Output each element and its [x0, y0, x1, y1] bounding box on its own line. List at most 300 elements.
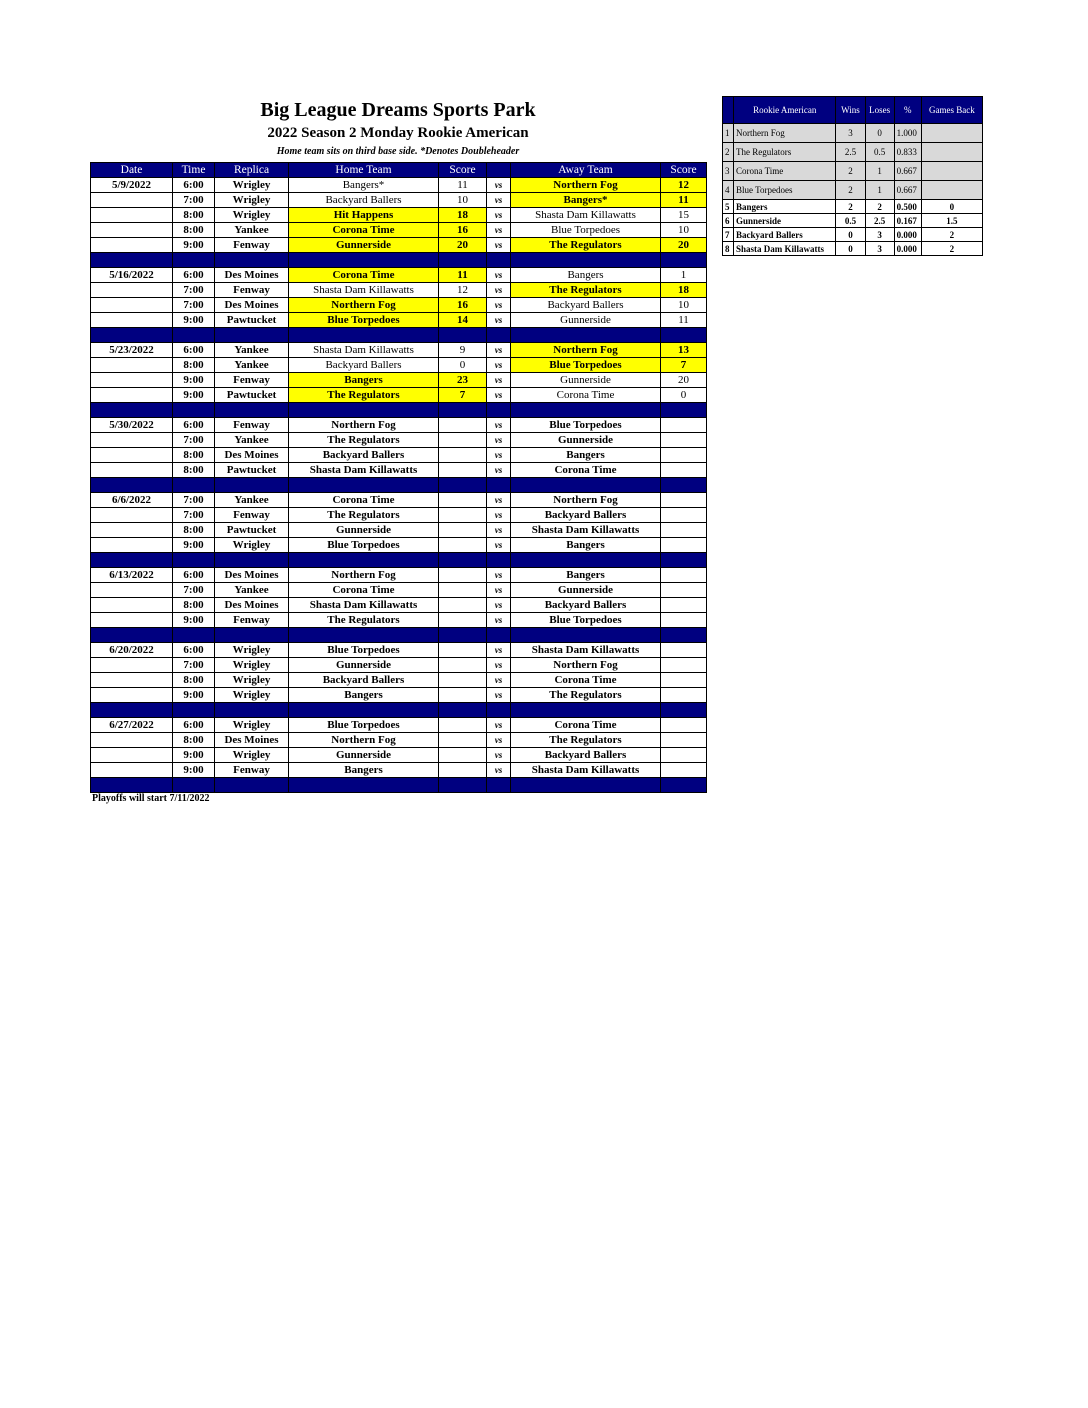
- away-team: Blue Torpedoes: [511, 358, 661, 373]
- game-field: Wrigley: [215, 643, 289, 658]
- vs-label: vs: [487, 658, 511, 673]
- away-score: 7: [661, 358, 707, 373]
- schedule-table: [90, 162, 707, 793]
- home-team: Shasta Dam Killawatts: [289, 598, 439, 613]
- away-score: 13: [661, 343, 707, 358]
- separator-cell: [91, 703, 173, 718]
- separator-cell: [511, 478, 661, 493]
- schedule-body: [91, 178, 707, 793]
- standings-wins: 2: [836, 181, 865, 200]
- separator-cell: [173, 478, 215, 493]
- game-field: Yankee: [215, 583, 289, 598]
- standings-team: Corona Time: [734, 162, 836, 181]
- away-team: Gunnerside: [511, 313, 661, 328]
- away-team: Backyard Ballers: [511, 598, 661, 613]
- away-score: [661, 523, 707, 538]
- week-separator: [91, 628, 707, 643]
- game-date: [91, 673, 173, 688]
- game-row: [91, 658, 707, 673]
- standings-team: Backyard Ballers: [734, 228, 836, 242]
- home-team: Shasta Dam Killawatts: [289, 343, 439, 358]
- away-team: Backyard Ballers: [511, 508, 661, 523]
- separator-cell: [173, 403, 215, 418]
- vs-label: vs: [487, 598, 511, 613]
- home-score: 14: [439, 313, 487, 328]
- vs-label: vs: [487, 733, 511, 748]
- game-field: Wrigley: [215, 688, 289, 703]
- separator-cell: [289, 403, 439, 418]
- away-score: [661, 493, 707, 508]
- home-score: [439, 718, 487, 733]
- standings-row: [723, 242, 983, 256]
- game-field: Des Moines: [215, 568, 289, 583]
- vs-label: vs: [487, 238, 511, 253]
- separator-cell: [511, 403, 661, 418]
- col-away-score-header: Score: [661, 163, 707, 178]
- vs-label: vs: [487, 583, 511, 598]
- game-field: Wrigley: [215, 538, 289, 553]
- game-row: [91, 208, 707, 223]
- separator-cell: [661, 553, 707, 568]
- game-date: [91, 193, 173, 208]
- separator-cell: [289, 628, 439, 643]
- game-row: [91, 748, 707, 763]
- standings-body: [723, 124, 983, 256]
- game-row: [91, 508, 707, 523]
- game-time: 9:00: [173, 538, 215, 553]
- game-date: [91, 658, 173, 673]
- away-score: [661, 418, 707, 433]
- away-team: Corona Time: [511, 718, 661, 733]
- away-team: Bangers: [511, 448, 661, 463]
- away-score: [661, 688, 707, 703]
- home-team: Bangers*: [289, 178, 439, 193]
- standings-loses: 2: [865, 200, 894, 214]
- vs-label: vs: [487, 613, 511, 628]
- game-row: [91, 493, 707, 508]
- home-score: 18: [439, 208, 487, 223]
- standings-table: [722, 96, 983, 256]
- standings-pct: 0.167: [894, 214, 921, 228]
- separator-cell: [215, 328, 289, 343]
- game-field: Pawtucket: [215, 388, 289, 403]
- separator-cell: [91, 253, 173, 268]
- home-team: Northern Fog: [289, 418, 439, 433]
- game-time: 8:00: [173, 223, 215, 238]
- game-date: 5/30/2022: [91, 418, 173, 433]
- away-team: Northern Fog: [511, 493, 661, 508]
- home-score: [439, 583, 487, 598]
- game-date: 6/27/2022: [91, 718, 173, 733]
- standings-division-header: Rookie American: [734, 97, 836, 124]
- game-field: Des Moines: [215, 298, 289, 313]
- home-score: [439, 733, 487, 748]
- vs-label: vs: [487, 463, 511, 478]
- game-time: 6:00: [173, 268, 215, 283]
- standings-team: The Regulators: [734, 143, 836, 162]
- col-replica-header: Replica: [215, 163, 289, 178]
- standings-loses: 1: [865, 162, 894, 181]
- away-team: Shasta Dam Killawatts: [511, 763, 661, 778]
- standings-wins: 0.5: [836, 214, 865, 228]
- game-date: [91, 298, 173, 313]
- game-time: 8:00: [173, 463, 215, 478]
- standings-rank: 2: [723, 143, 734, 162]
- standings-row: [723, 200, 983, 214]
- game-time: 8:00: [173, 598, 215, 613]
- standings-pct: 0.500: [894, 200, 921, 214]
- separator-cell: [661, 703, 707, 718]
- separator-cell: [289, 778, 439, 793]
- game-time: 7:00: [173, 283, 215, 298]
- away-team: Shasta Dam Killawatts: [511, 208, 661, 223]
- away-team: Corona Time: [511, 463, 661, 478]
- schedule-header-row: [91, 163, 707, 178]
- standings-rank: 5: [723, 200, 734, 214]
- game-field: Yankee: [215, 493, 289, 508]
- away-score: [661, 673, 707, 688]
- away-team: Gunnerside: [511, 583, 661, 598]
- standings-team: Blue Torpedoes: [734, 181, 836, 200]
- separator-cell: [215, 403, 289, 418]
- away-score: [661, 718, 707, 733]
- game-field: Yankee: [215, 433, 289, 448]
- separator-cell: [173, 553, 215, 568]
- home-team-note: Home team sits on third base side. *Denotes Doubleheader: [276, 146, 520, 157]
- home-score: [439, 643, 487, 658]
- home-team: Gunnerside: [289, 658, 439, 673]
- away-team: Corona Time: [511, 388, 661, 403]
- home-team: Blue Torpedoes: [289, 538, 439, 553]
- game-field: Pawtucket: [215, 523, 289, 538]
- game-date: [91, 508, 173, 523]
- separator-cell: [173, 628, 215, 643]
- week-separator: [91, 553, 707, 568]
- home-score: 23: [439, 373, 487, 388]
- home-team: Northern Fog: [289, 568, 439, 583]
- away-team: Backyard Ballers: [511, 298, 661, 313]
- separator-cell: [487, 778, 511, 793]
- home-score: [439, 538, 487, 553]
- away-score: [661, 598, 707, 613]
- game-field: Des Moines: [215, 733, 289, 748]
- game-time: 7:00: [173, 658, 215, 673]
- game-field: Pawtucket: [215, 463, 289, 478]
- week-separator: [91, 403, 707, 418]
- home-team: Gunnerside: [289, 523, 439, 538]
- standings-rank: 1: [723, 124, 734, 143]
- game-time: 6:00: [173, 343, 215, 358]
- separator-cell: [511, 328, 661, 343]
- game-time: 6:00: [173, 178, 215, 193]
- game-row: [91, 763, 707, 778]
- game-time: 9:00: [173, 313, 215, 328]
- standings-row: [723, 181, 983, 200]
- home-score: [439, 763, 487, 778]
- game-field: Wrigley: [215, 748, 289, 763]
- home-team: The Regulators: [289, 388, 439, 403]
- away-score: [661, 643, 707, 658]
- standings-pct: 0.833: [894, 143, 921, 162]
- game-date: [91, 598, 173, 613]
- home-team: The Regulators: [289, 433, 439, 448]
- game-date: [91, 313, 173, 328]
- game-date: [91, 733, 173, 748]
- standings-games-back: 0: [921, 200, 982, 214]
- standings-games-back: [921, 124, 982, 143]
- standings-pct-header: %: [894, 97, 921, 124]
- game-date: [91, 223, 173, 238]
- standings-loses-header: Loses: [865, 97, 894, 124]
- separator-cell: [173, 253, 215, 268]
- standings-games-back: 1.5: [921, 214, 982, 228]
- away-score: 20: [661, 238, 707, 253]
- away-team: Gunnerside: [511, 373, 661, 388]
- col-home-team-header: Home Team: [289, 163, 439, 178]
- home-team: The Regulators: [289, 508, 439, 523]
- home-team: Corona Time: [289, 493, 439, 508]
- separator-cell: [91, 553, 173, 568]
- separator-cell: [487, 628, 511, 643]
- game-row: [91, 298, 707, 313]
- game-date: [91, 238, 173, 253]
- col-time-header: Time: [173, 163, 215, 178]
- game-field: Fenway: [215, 763, 289, 778]
- separator-cell: [289, 553, 439, 568]
- game-time: 9:00: [173, 688, 215, 703]
- home-score: [439, 463, 487, 478]
- vs-label: vs: [487, 358, 511, 373]
- game-row: [91, 673, 707, 688]
- standings-rank: 3: [723, 162, 734, 181]
- home-score: [439, 418, 487, 433]
- separator-cell: [439, 553, 487, 568]
- home-score: 16: [439, 223, 487, 238]
- game-field: Wrigley: [215, 673, 289, 688]
- game-row: [91, 583, 707, 598]
- away-score: 18: [661, 283, 707, 298]
- game-row: [91, 568, 707, 583]
- vs-label: vs: [487, 388, 511, 403]
- game-field: Wrigley: [215, 718, 289, 733]
- separator-cell: [511, 703, 661, 718]
- separator-cell: [661, 778, 707, 793]
- game-row: [91, 373, 707, 388]
- away-team: Northern Fog: [511, 658, 661, 673]
- separator-cell: [487, 328, 511, 343]
- game-row: [91, 688, 707, 703]
- home-score: [439, 433, 487, 448]
- game-date: [91, 748, 173, 763]
- vs-label: vs: [487, 568, 511, 583]
- away-score: 0: [661, 388, 707, 403]
- home-team: Bangers: [289, 373, 439, 388]
- week-separator: [91, 478, 707, 493]
- home-team: Shasta Dam Killawatts: [289, 283, 439, 298]
- away-score: 11: [661, 193, 707, 208]
- game-date: [91, 538, 173, 553]
- separator-cell: [91, 628, 173, 643]
- home-score: 16: [439, 298, 487, 313]
- home-team: Bangers: [289, 688, 439, 703]
- separator-cell: [173, 703, 215, 718]
- standings-pct: 1.000: [894, 124, 921, 143]
- game-date: [91, 523, 173, 538]
- away-team: The Regulators: [511, 733, 661, 748]
- home-score: [439, 568, 487, 583]
- game-date: 5/23/2022: [91, 343, 173, 358]
- vs-label: vs: [487, 193, 511, 208]
- game-time: 7:00: [173, 193, 215, 208]
- game-row: [91, 733, 707, 748]
- away-score: [661, 583, 707, 598]
- standings-row: [723, 228, 983, 242]
- game-row: [91, 238, 707, 253]
- game-date: [91, 208, 173, 223]
- separator-cell: [511, 628, 661, 643]
- game-time: 9:00: [173, 388, 215, 403]
- standings-wins-header: Wins: [836, 97, 865, 124]
- standings-loses: 2.5: [865, 214, 894, 228]
- home-score: 7: [439, 388, 487, 403]
- standings-wins: 2: [836, 200, 865, 214]
- game-field: Wrigley: [215, 658, 289, 673]
- game-time: 7:00: [173, 493, 215, 508]
- home-score: [439, 658, 487, 673]
- game-field: Fenway: [215, 508, 289, 523]
- away-score: [661, 613, 707, 628]
- game-field: Pawtucket: [215, 313, 289, 328]
- home-team: Hit Happens: [289, 208, 439, 223]
- home-team: Blue Torpedoes: [289, 643, 439, 658]
- separator-cell: [487, 253, 511, 268]
- separator-cell: [215, 253, 289, 268]
- game-field: Fenway: [215, 418, 289, 433]
- away-team: Blue Torpedoes: [511, 418, 661, 433]
- home-score: [439, 493, 487, 508]
- separator-cell: [439, 478, 487, 493]
- home-score: [439, 508, 487, 523]
- game-row: [91, 388, 707, 403]
- game-row: [91, 358, 707, 373]
- home-score: [439, 598, 487, 613]
- vs-label: vs: [487, 418, 511, 433]
- game-time: 9:00: [173, 748, 215, 763]
- game-field: Fenway: [215, 613, 289, 628]
- separator-cell: [661, 328, 707, 343]
- game-row: [91, 418, 707, 433]
- away-score: [661, 463, 707, 478]
- game-date: [91, 448, 173, 463]
- game-time: 9:00: [173, 238, 215, 253]
- standings-rank: 8: [723, 242, 734, 256]
- standings-games-back: 2: [921, 242, 982, 256]
- standings-loses: 3: [865, 228, 894, 242]
- game-field: Yankee: [215, 358, 289, 373]
- home-score: 9: [439, 343, 487, 358]
- vs-label: vs: [487, 493, 511, 508]
- game-time: 6:00: [173, 418, 215, 433]
- vs-label: vs: [487, 763, 511, 778]
- col-date-header: Date: [91, 163, 173, 178]
- standings-games-back: [921, 181, 982, 200]
- separator-cell: [487, 403, 511, 418]
- away-score: [661, 568, 707, 583]
- separator-cell: [91, 478, 173, 493]
- vs-label: vs: [487, 433, 511, 448]
- away-score: [661, 763, 707, 778]
- vs-label: vs: [487, 448, 511, 463]
- home-score: 11: [439, 268, 487, 283]
- vs-label: vs: [487, 508, 511, 523]
- away-score: 11: [661, 313, 707, 328]
- separator-cell: [511, 553, 661, 568]
- home-team: Gunnerside: [289, 748, 439, 763]
- separator-cell: [173, 328, 215, 343]
- game-time: 6:00: [173, 718, 215, 733]
- standings-games-back: [921, 162, 982, 181]
- home-team: Blue Torpedoes: [289, 718, 439, 733]
- game-date: [91, 583, 173, 598]
- home-score: [439, 688, 487, 703]
- vs-label: vs: [487, 223, 511, 238]
- home-team: Corona Time: [289, 223, 439, 238]
- vs-label: vs: [487, 673, 511, 688]
- standings-wins: 3: [836, 124, 865, 143]
- game-time: 8:00: [173, 448, 215, 463]
- game-date: 6/20/2022: [91, 643, 173, 658]
- game-row: [91, 643, 707, 658]
- standings-loses: 0: [865, 124, 894, 143]
- home-team: Northern Fog: [289, 733, 439, 748]
- separator-cell: [439, 328, 487, 343]
- game-time: 7:00: [173, 508, 215, 523]
- game-row: [91, 613, 707, 628]
- home-score: 0: [439, 358, 487, 373]
- game-date: [91, 433, 173, 448]
- game-date: 6/13/2022: [91, 568, 173, 583]
- standings-row: [723, 124, 983, 143]
- vs-label: vs: [487, 643, 511, 658]
- away-team: The Regulators: [511, 283, 661, 298]
- separator-cell: [439, 703, 487, 718]
- home-score: 11: [439, 178, 487, 193]
- away-score: 15: [661, 208, 707, 223]
- vs-label: vs: [487, 208, 511, 223]
- home-team: Shasta Dam Killawatts: [289, 463, 439, 478]
- away-score: [661, 448, 707, 463]
- away-score: 1: [661, 268, 707, 283]
- home-team: Backyard Ballers: [289, 448, 439, 463]
- vs-label: vs: [487, 688, 511, 703]
- game-date: 5/9/2022: [91, 178, 173, 193]
- home-team: Backyard Ballers: [289, 358, 439, 373]
- away-team: Bangers*: [511, 193, 661, 208]
- col-vs-header: [487, 163, 511, 178]
- game-date: 6/6/2022: [91, 493, 173, 508]
- game-row: [91, 718, 707, 733]
- standings-games-back: [921, 143, 982, 162]
- standings-wins: 2: [836, 162, 865, 181]
- game-time: 6:00: [173, 643, 215, 658]
- separator-cell: [511, 253, 661, 268]
- game-row: [91, 598, 707, 613]
- away-score: [661, 508, 707, 523]
- away-score: [661, 538, 707, 553]
- game-time: 9:00: [173, 763, 215, 778]
- game-row: [91, 193, 707, 208]
- standings-pct: 0.000: [894, 242, 921, 256]
